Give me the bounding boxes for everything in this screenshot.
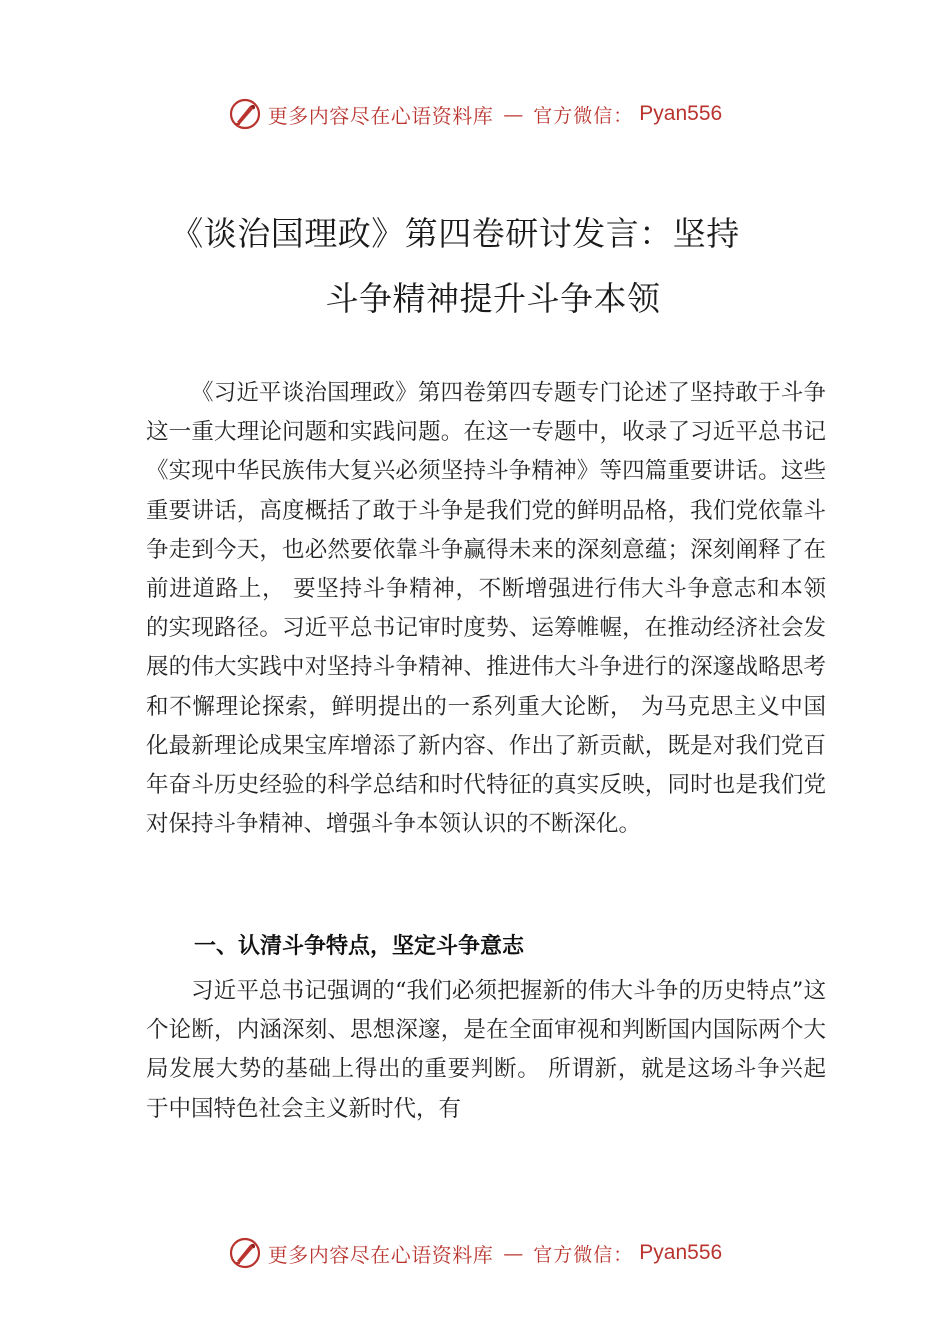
promo-text: 更多内容尽在心语资料库 (267, 1242, 494, 1267)
wechat-label: 官方微信： (533, 104, 634, 127)
banner-content (228, 1236, 722, 1270)
section-heading: 一、认清斗争特点，坚定斗争意志 (194, 934, 525, 959)
banner-separator: — (503, 102, 524, 126)
quill-logo-icon (228, 97, 262, 131)
wechat-id: Pyan556 (639, 102, 723, 125)
banner-separator: — (503, 1241, 524, 1265)
quill-logo-icon (228, 1236, 262, 1270)
document-title-line1: 《谈治国理政》第四卷研讨发言：坚持 (170, 214, 740, 253)
footer-banner (0, 1233, 950, 1273)
wechat-id: Pyan556 (639, 1241, 723, 1264)
banner-content (228, 97, 722, 131)
paragraph-intro: 《习近平谈治国理政》第四卷第四专题专门论述了坚持敢于斗争这一重大理论问题和实践问题。在这一专题中，收录了习近平总书记《实现中华民族伟大复兴必须坚持斗争精神》等四篇重要讲话。这些重要讲话，高度概括了敢于斗争是我们党的鲜明品格，我们党依靠斗争走到今天，也必然要依靠斗争赢得未来的深刻意蕴；深刻阐释了在前进道路上， 要坚持斗争精神，不断增强进行伟大斗争意志和本领的实现路径。习近平总书记审时度势、运筹帷幄，在推动经济社会发展的伟大实践中对坚持斗争精神、推进伟大斗争进行的深邃战略思考和不懈理论探索，鲜明提出的一系列重大论断， 为马克思主义中国化最新理论成果宝库增添了新内容、作出了新贡献，既是对我们党百年奋斗历史经验的科学总结和时代特征的真实反映，同时也是我们党对保持斗争精神、增强斗争本领认识的不断深化。 (146, 380, 826, 838)
promo-text: 更多内容尽在心语资料库 (267, 103, 494, 128)
wechat-label: 官方微信： (533, 1243, 634, 1266)
header-banner (0, 94, 950, 134)
document-title-line2: 斗争精神提升斗争本领 (325, 279, 661, 318)
paragraph-section1: 习近平总书记强调的“我们必须把握新的伟大斗争的历史特点”这个论断，内涵深刻、思想深邃，是在全面审视和判断国内国际两个大局发展大势的基础上得出的重要判断。 所谓新，就是这场斗争兴起于中国特色社会主义新时代，有 (146, 978, 826, 1122)
